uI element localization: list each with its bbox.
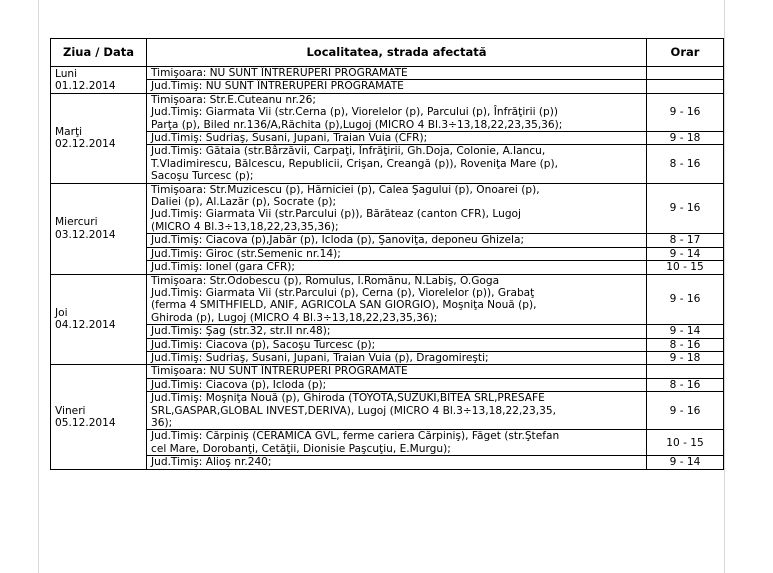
location-line: Timişoara: NU SUNT ÎNTRERUPERI PROGRAMATE: [151, 67, 408, 79]
location-cell: [147, 365, 647, 378]
hours-cell: 9 - 16: [647, 274, 724, 325]
day-date: 02.12.2014: [55, 138, 116, 151]
hours-cell: 8 - 16: [647, 145, 724, 183]
location-line: Jud.Timiş: Sudriaş, Susani, Jupani, Traian Vuia (p), Dragomireşti;: [151, 351, 489, 364]
location-cell: [147, 67, 647, 80]
location-line: (MICRO 4 Bl.3÷13,18,22,23,35,36);: [151, 220, 339, 233]
location-line: T.Vladimirescu, Bălcescu, Republicii, Crişan, Creangă (p)), Roveniţa Mare (p),: [151, 157, 559, 170]
location-line: Parţa (p), Biled nr.136/A,Răchita (p),Lugoj (MICRO 4 Bl.3÷13,18,22,23,35,36);: [151, 118, 563, 131]
table-row: [51, 365, 724, 378]
day-name: Marţi: [55, 125, 83, 138]
table-row: [51, 351, 724, 364]
table-row: [51, 325, 724, 338]
table-row: [51, 80, 724, 93]
day-date: 05.12.2014: [55, 416, 116, 429]
location-line: Timişoara: Str.E.Cuteanu nr.26;: [151, 93, 316, 106]
hours-cell: 9 - 14: [647, 456, 724, 469]
location-line: Jud.Timiş: Ionel (gara CFR);: [151, 261, 296, 274]
header-day-date: Ziua / Data: [51, 39, 147, 67]
location-line: Jud.Timiş: Giarmata Vii (str.Parcului (p), Cerna (p), Viorelelor (p)), Grabaţ: [151, 286, 535, 299]
hours-cell: 10 - 15: [647, 261, 724, 274]
day-name: Miercuri: [55, 216, 98, 229]
hours-cell: 9 - 16: [647, 93, 724, 131]
location-cell: [147, 183, 647, 234]
hours-cell: [647, 365, 724, 378]
page-margin-left: [0, 0, 39, 573]
hours-cell: 9 - 14: [647, 325, 724, 338]
table-row: [51, 247, 724, 260]
outage-schedule-table: [50, 38, 724, 470]
table-row: [51, 183, 724, 234]
location-cell: [147, 132, 647, 145]
location-line: Jud.Timiş: NU SUNT ÎNTRERUPERI PROGRAMATE: [151, 80, 404, 93]
hours-cell: 9 - 16: [647, 183, 724, 234]
location-line: Jud.Timiş: Sudriaş, Susani, Jupani, Traian Vuia (CFR);: [151, 132, 428, 145]
table-row: [51, 456, 724, 469]
table-row: [51, 261, 724, 274]
table-row: [51, 430, 724, 456]
location-line: SRL,GASPAR,GLOBAL INVEST,DERIVA), Lugoj (MICRO 4 Bl.3÷13,18,22,23,35,: [151, 404, 556, 417]
location-line: Sacoşu Turcesc (p);: [151, 170, 254, 183]
day-cell: [51, 93, 147, 183]
location-line: Jud.Timiş: Ciacova (p), Sacoşu Turcesc (p);: [151, 338, 376, 351]
hours-cell: 9 - 18: [647, 132, 724, 145]
schedule-body: [51, 67, 724, 470]
location-cell: [147, 456, 647, 469]
location-line: Jud.Timiş: Moşniţa Nouă (p), Ghiroda (TOYOTA,SUZUKI,BITEA SRL,PRESAFE: [151, 392, 545, 405]
location-line: Jud.Timiş: Şag (str.32, str.II nr.48);: [151, 325, 331, 338]
day-cell: [51, 274, 147, 365]
page-margin-right: [724, 0, 773, 573]
location-cell: [147, 93, 647, 131]
location-line: Jud.Timiş: Alioş nr.240;: [151, 456, 272, 469]
table-row: [51, 67, 724, 80]
location-line: Jud.Timiş: Ciacova (p), Icloda (p);: [151, 378, 327, 391]
location-line: Jud.Timiş: Giarmata Vii (str.Parcului (p)), Bărăteaz (canton CFR), Lugoj: [151, 208, 521, 221]
table-row: [51, 338, 724, 351]
day-name: Vineri: [55, 404, 86, 417]
header-location: Localitatea, strada afectată: [147, 39, 647, 67]
location-line: Timişoara: NU SUNT ÎNTRERUPERI PROGRAMATE: [151, 365, 408, 378]
location-cell: [147, 338, 647, 351]
day-cell: [51, 183, 147, 274]
location-cell: [147, 234, 647, 247]
location-cell: [147, 274, 647, 325]
location-cell: [147, 351, 647, 364]
hours-cell: 8 - 16: [647, 338, 724, 351]
table-header-row: [51, 39, 724, 67]
location-cell: [147, 80, 647, 93]
day-date: 03.12.2014: [55, 228, 116, 241]
location-cell: [147, 430, 647, 456]
location-line: Jud.Timiş: Giarmata Vii (str.Cerna (p), Viorelelor (p), Parcului (p), Înfrăţirii (p)): [151, 106, 558, 119]
hours-cell: 8 - 16: [647, 378, 724, 391]
location-cell: [147, 325, 647, 338]
table-row: [51, 392, 724, 430]
table-row: [51, 93, 724, 131]
location-cell: [147, 392, 647, 430]
day-name: Joi: [55, 307, 68, 320]
day-name: Luni: [55, 67, 78, 80]
hours-cell: [647, 67, 724, 80]
table-row: [51, 234, 724, 247]
hours-cell: 9 - 18: [647, 351, 724, 364]
hours-cell: 9 - 16: [647, 392, 724, 430]
location-line: Ghiroda (p), Lugoj (MICRO 4 Bl.3÷13,18,22,23,35,36);: [151, 311, 438, 324]
location-line: Timişoara: Str.Odobescu (p), Romulus, I.Romănu, N.Labiş, O.Goga: [151, 274, 500, 287]
location-cell: [147, 378, 647, 391]
header-hours: Orar: [647, 39, 724, 67]
location-cell: [147, 145, 647, 183]
location-line: Jud.Timiş: Cărpiniş (CERAMICA GVL, ferme cariera Cărpiniş), Făget (str.Ştefan: [151, 430, 560, 443]
table-row: [51, 274, 724, 325]
location-line: (ferma 4 SMITHFIELD, ANIF, AGRICOLA SAN GIORGIO), Moşniţa Nouă (p),: [151, 299, 537, 312]
location-line: 36);: [151, 416, 173, 429]
day-cell: [51, 67, 147, 94]
day-date: 04.12.2014: [55, 319, 116, 332]
location-line: Jud.Timiş: Gătaia (str.Bârzăvii, Carpaţi, Înfrăţirii, Gh.Doja, Colonie, A.Iancu,: [151, 145, 546, 158]
hours-cell: 8 - 17: [647, 234, 724, 247]
table-row: [51, 132, 724, 145]
table-row: [51, 378, 724, 391]
location-line: Daliei (p), Al.Lazăr (p), Socrate (p);: [151, 196, 337, 209]
hours-cell: [647, 80, 724, 93]
location-line: Jud.Timiş: Giroc (str.Semenic nr.14);: [151, 247, 341, 260]
day-date: 01.12.2014: [55, 79, 116, 92]
location-cell: [147, 247, 647, 260]
location-line: Jud.Timiş: Ciacova (p),Jabăr (p), Icloda (p), Şanoviţa, deponeu Ghizela;: [151, 234, 525, 247]
location-line: Timişoara: Str.Muzicescu (p), Hărniciei (p), Calea Şagului (p), Onoarei (p),: [151, 183, 540, 196]
location-cell: [147, 261, 647, 274]
location-line: cel Mare, Dorobanţi, Cetăţii, Dionisie Paşcuţiu, E.Murgu);: [151, 442, 451, 455]
day-cell: [51, 365, 147, 469]
hours-cell: 9 - 14: [647, 247, 724, 260]
table-row: [51, 145, 724, 183]
hours-cell: 10 - 15: [647, 430, 724, 456]
